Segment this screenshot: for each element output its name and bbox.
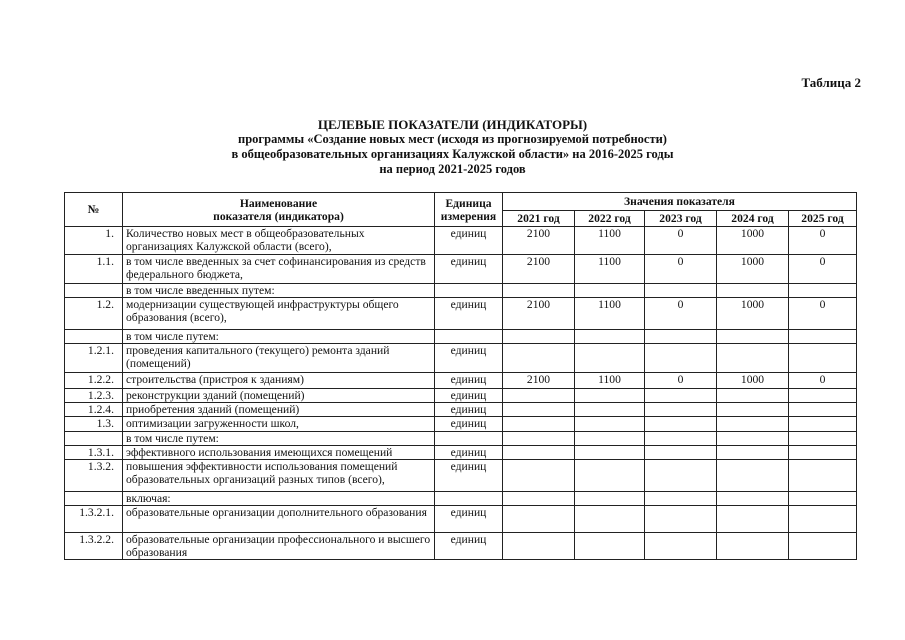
indicator-value — [575, 284, 645, 298]
indicator-value — [717, 330, 789, 344]
indicator-value — [645, 344, 717, 373]
indicator-value — [789, 506, 857, 533]
indicator-value — [645, 389, 717, 403]
indicator-value — [503, 344, 575, 373]
indicator-value: 1000 — [717, 373, 789, 389]
header-year: 2021 год — [503, 211, 575, 227]
header-unit-line-1: Единица — [445, 196, 492, 210]
header-unit-line-2: измерения — [440, 209, 497, 223]
indicator-value — [717, 417, 789, 432]
indicator-value — [717, 389, 789, 403]
indicator-value — [503, 284, 575, 298]
indicator-value — [575, 330, 645, 344]
indicator-value: 2100 — [503, 227, 575, 255]
table-row — [65, 432, 857, 446]
row-number: 1.2.2. — [65, 373, 123, 389]
indicator-value — [575, 446, 645, 460]
indicator-value — [789, 533, 857, 560]
table-row — [65, 373, 857, 389]
indicator-value — [503, 330, 575, 344]
indicator-value — [503, 533, 575, 560]
indicator-value — [645, 446, 717, 460]
indicator-name: в том числе введенных путем: — [123, 284, 435, 298]
heading-title: ЦЕЛЕВЫЕ ПОКАЗАТЕЛИ (ИНДИКАТОРЫ) — [317, 117, 588, 132]
indicator-value — [717, 492, 789, 506]
row-number: 1.1. — [65, 255, 123, 284]
indicator-value — [789, 417, 857, 432]
indicator-value: 0 — [789, 298, 857, 330]
header-indicator-name — [123, 193, 435, 227]
table-row — [65, 344, 857, 373]
table-row — [65, 255, 857, 284]
row-number — [65, 492, 123, 506]
indicator-value: 2100 — [503, 255, 575, 284]
indicator-value — [575, 460, 645, 492]
row-number: 1.2.1. — [65, 344, 123, 373]
indicator-value — [575, 389, 645, 403]
indicator-name: оптимизации загруженности школ, — [123, 417, 435, 432]
indicator-name: Количество новых мест в общеобразовательных организациях Калужской области (всего), — [123, 227, 435, 255]
unit-of-measure — [435, 492, 503, 506]
indicator-value: 1000 — [717, 227, 789, 255]
indicator-value: 1100 — [575, 227, 645, 255]
indicator-value — [575, 417, 645, 432]
table-row — [65, 446, 857, 460]
indicator-value — [645, 403, 717, 417]
unit-of-measure: единиц — [435, 403, 503, 417]
indicator-value: 0 — [645, 373, 717, 389]
indicator-value — [503, 403, 575, 417]
table-row — [65, 298, 857, 330]
unit-of-measure: единиц — [435, 298, 503, 330]
table-row — [65, 227, 857, 255]
indicator-value — [789, 432, 857, 446]
unit-of-measure: единиц — [435, 446, 503, 460]
indicator-name: приобретения зданий (помещений) — [123, 403, 435, 417]
indicator-value: 0 — [645, 227, 717, 255]
indicator-value — [789, 460, 857, 492]
indicator-value — [575, 403, 645, 417]
indicator-value — [503, 432, 575, 446]
unit-of-measure: единиц — [435, 344, 503, 373]
indicator-value — [789, 284, 857, 298]
indicator-name: включая: — [123, 492, 435, 506]
row-number: 1.3.1. — [65, 446, 123, 460]
indicator-value — [789, 403, 857, 417]
unit-of-measure: единиц — [435, 255, 503, 284]
row-number: 1.3.2. — [65, 460, 123, 492]
unit-of-measure — [435, 284, 503, 298]
table-row — [65, 389, 857, 403]
indicator-value — [503, 446, 575, 460]
indicator-name: повышения эффективности использования помещений образовательных организаций разных типов (всего), — [123, 460, 435, 492]
indicator-value — [717, 446, 789, 460]
indicator-value — [645, 492, 717, 506]
row-number — [65, 330, 123, 344]
indicator-name: модернизации существующей инфраструктуры общего образования (всего), — [123, 298, 435, 330]
indicator-value — [503, 417, 575, 432]
indicator-value: 1100 — [575, 373, 645, 389]
indicator-name: проведения капитального (текущего) ремонта зданий (помещений) — [123, 344, 435, 373]
indicator-value — [789, 446, 857, 460]
indicator-value: 1100 — [575, 298, 645, 330]
document-heading — [0, 117, 905, 177]
unit-of-measure: единиц — [435, 533, 503, 560]
indicator-name: реконструкции зданий (помещений) — [123, 389, 435, 403]
indicator-name: эффективного использования имеющихся помещений — [123, 446, 435, 460]
indicator-value — [645, 417, 717, 432]
indicators-table-body — [65, 227, 857, 560]
header-number: № — [65, 193, 123, 227]
indicator-value — [717, 284, 789, 298]
header-name-line-2: показателя (индикатора) — [213, 209, 344, 223]
indicator-value — [717, 460, 789, 492]
indicator-value: 0 — [789, 255, 857, 284]
indicator-value — [645, 284, 717, 298]
row-number: 1.2.4. — [65, 403, 123, 417]
indicator-value — [503, 389, 575, 403]
indicator-value — [503, 460, 575, 492]
row-number — [65, 432, 123, 446]
unit-of-measure: единиц — [435, 417, 503, 432]
unit-of-measure: единиц — [435, 227, 503, 255]
indicator-value — [789, 344, 857, 373]
row-number — [65, 284, 123, 298]
indicator-value — [575, 506, 645, 533]
table-row — [65, 492, 857, 506]
indicator-name: строительства (пристроя к зданиям) — [123, 373, 435, 389]
indicator-name: в том числе путем: — [123, 432, 435, 446]
heading-program-line-2: в общеобразовательных организациях Калужской области» на 2016-2025 годы — [231, 147, 674, 161]
unit-of-measure — [435, 432, 503, 446]
indicator-value — [717, 506, 789, 533]
indicator-name: образовательные организации профессионального и высшего образования — [123, 533, 435, 560]
indicator-value — [717, 432, 789, 446]
indicator-value: 1100 — [575, 255, 645, 284]
table-row — [65, 506, 857, 533]
header-year: 2025 год — [789, 211, 857, 227]
table-row — [65, 417, 857, 432]
table-row — [65, 403, 857, 417]
row-number: 1.3. — [65, 417, 123, 432]
row-number: 1.2.3. — [65, 389, 123, 403]
unit-of-measure: единиц — [435, 389, 503, 403]
indicator-value — [645, 330, 717, 344]
indicator-value: 2100 — [503, 373, 575, 389]
indicator-value: 0 — [789, 373, 857, 389]
header-year: 2023 год — [645, 211, 717, 227]
header-year: 2024 год — [717, 211, 789, 227]
indicator-value — [717, 533, 789, 560]
indicator-value — [575, 432, 645, 446]
indicator-value — [717, 344, 789, 373]
row-number: 1.3.2.1. — [65, 506, 123, 533]
unit-of-measure: единиц — [435, 373, 503, 389]
indicator-value — [645, 506, 717, 533]
indicator-value — [645, 432, 717, 446]
row-number: 1.2. — [65, 298, 123, 330]
indicators-table — [64, 192, 857, 560]
header-values-group: Значения показателя — [503, 193, 857, 211]
indicator-value — [503, 492, 575, 506]
table-row — [65, 533, 857, 560]
row-number: 1.3.2.2. — [65, 533, 123, 560]
header-name-line-1: Наименование — [239, 196, 318, 210]
indicator-value: 0 — [645, 298, 717, 330]
indicator-name: в том числе введенных за счет софинансирования из средств федерального бюджета, — [123, 255, 435, 284]
header-unit — [435, 193, 503, 227]
indicator-value — [645, 533, 717, 560]
table-row — [65, 284, 857, 298]
table-number-label: Таблица 2 — [801, 75, 861, 90]
table-row — [65, 330, 857, 344]
header-year: 2022 год — [575, 211, 645, 227]
indicator-value — [503, 506, 575, 533]
indicator-value: 1000 — [717, 298, 789, 330]
indicator-value: 0 — [789, 227, 857, 255]
indicator-value — [645, 460, 717, 492]
indicator-value — [575, 344, 645, 373]
indicator-value — [575, 533, 645, 560]
indicator-value — [789, 389, 857, 403]
heading-period: на период 2021-2025 годов — [379, 162, 526, 176]
indicator-value: 0 — [645, 255, 717, 284]
heading-program-line-1: программы «Создание новых мест (исходя из прогнозируемой потребности) — [238, 132, 667, 146]
indicator-value — [575, 492, 645, 506]
unit-of-measure: единиц — [435, 460, 503, 492]
unit-of-measure — [435, 330, 503, 344]
indicator-value — [717, 403, 789, 417]
unit-of-measure: единиц — [435, 506, 503, 533]
indicator-name: образовательные организации дополнительного образования — [123, 506, 435, 533]
indicator-value: 2100 — [503, 298, 575, 330]
indicator-value: 1000 — [717, 255, 789, 284]
indicator-value — [789, 492, 857, 506]
indicator-name: в том числе путем: — [123, 330, 435, 344]
indicator-value — [789, 330, 857, 344]
row-number: 1. — [65, 227, 123, 255]
table-row — [65, 460, 857, 492]
